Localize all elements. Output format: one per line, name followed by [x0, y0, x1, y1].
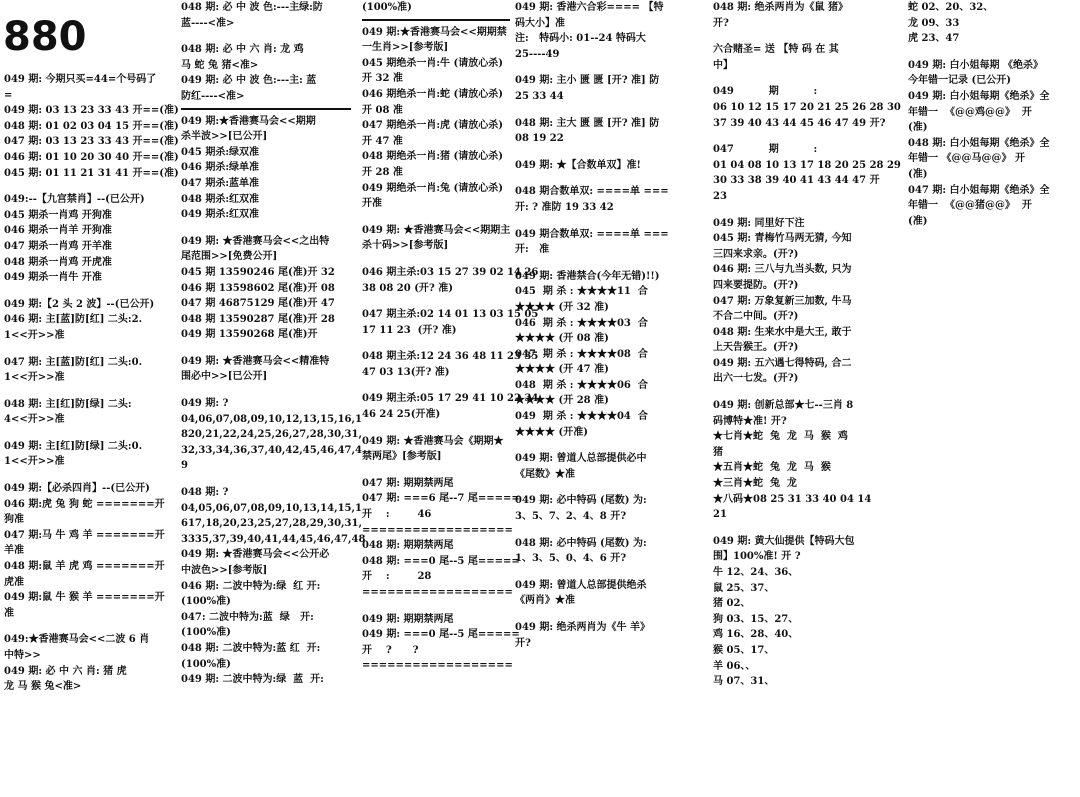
- text-line: 38 08 20 (开? 准): [362, 282, 453, 294]
- text-line: 048 期杀:红双准: [181, 193, 260, 205]
- spacer: [515, 258, 697, 269]
- text-line: 准: [4, 607, 14, 619]
- text-line: 049 期 杀 : ★★★★04 合: [515, 411, 648, 423]
- spacer: [908, 47, 1078, 58]
- column-1: [3, 0, 179, 797]
- text-line: 049 期: 必中特码 (尾数) 为:: [515, 495, 647, 507]
- text-line: =: [4, 89, 13, 101]
- text-line: 046 期杀一肖羊 开狗准: [4, 225, 112, 237]
- text-line: 046 期主杀:03 15 27 39 02 14 26: [362, 266, 539, 278]
- text-line: 04,05,06,07,08,09,10,13,14,15,1: [181, 502, 362, 514]
- text-line: 045 期杀一肖鸡 开狗准: [4, 209, 112, 221]
- spacer: [515, 173, 697, 184]
- text-line: 不合二中间。(开?): [713, 311, 799, 323]
- text-line: 25 33 44: [515, 90, 564, 102]
- text-line: ==================: [362, 587, 513, 598]
- column-2: [181, 0, 366, 797]
- spacer: [515, 482, 697, 493]
- text-line: 码大小】准: [515, 17, 565, 29]
- text-line: 049 期: ★香港赛马会<<之出特: [181, 235, 330, 247]
- text-line: 注: 特码小: 01--24 特码大: [515, 33, 646, 45]
- text-line: 047 期: 白小姐每期《绝杀》全: [908, 184, 1050, 196]
- text-line: 046 期:虎 兔 狗 蛇 =======开: [4, 498, 165, 510]
- text-line: 047 期: ===6 尾--7 尾=====: [362, 493, 520, 505]
- text-line: 046 期杀:绿单准: [181, 162, 260, 174]
- text-line: 三四来求亲。(开?): [713, 248, 799, 260]
- text-line: 鸡 16、28、40、: [713, 629, 799, 641]
- text-line: ★★★★ (开 47 准): [515, 364, 609, 376]
- text-line: 049 期主杀:05 17 29 41 10 22 34: [362, 393, 539, 405]
- text-line: 049:★香港赛马会<<二波 6 肖: [4, 634, 150, 646]
- text-line: 猪: [713, 446, 723, 458]
- text-line: 羊准: [4, 545, 24, 557]
- text-line: 一生肖>>[参考版]: [362, 42, 449, 54]
- spacer: [713, 523, 893, 534]
- text-line: 049 期: 黄大仙提供【特码大包: [713, 535, 855, 547]
- spacer: [362, 254, 510, 265]
- text-line: 羊 06、、: [713, 660, 756, 672]
- text-line: 049 期: 必 中 波 色:---主: 蓝: [181, 75, 317, 87]
- text-line: 牛 12、24、36、: [713, 567, 799, 578]
- text-line: 047 期: 万象复新三加数, 牛马: [713, 295, 852, 307]
- text-line: 08 19 22: [515, 133, 564, 145]
- text-line: 年错一 《@@马@@》 开: [908, 153, 1025, 165]
- text-line: 马 蛇 兔 猪<准>: [181, 59, 259, 71]
- text-line: 048 期杀一肖鸡 开虎准: [4, 256, 112, 268]
- text-line: 30 33 38 39 40 41 43 44 47 开: [713, 175, 880, 187]
- text-line: 六合赌圣= 送 【特 码 在 其: [713, 44, 839, 56]
- text-line: 杀十码>>[参考版]: [362, 240, 449, 252]
- text-line: 狗准: [4, 514, 24, 526]
- spacer: [515, 440, 697, 451]
- text-line: 047 期: 期期禁两尾: [362, 477, 454, 489]
- text-line: 045 期 杀 : ★★★★11 合: [515, 286, 648, 298]
- section-divider: [181, 108, 351, 110]
- text-line: 32,33,34,36,37,40,42,45,46,47,4: [181, 444, 362, 456]
- spacer: [362, 380, 510, 391]
- text-line: ==================: [362, 660, 513, 672]
- text-line: 《尾数》★准: [515, 468, 575, 480]
- spacer: [181, 223, 351, 234]
- text-line: 虎准: [4, 576, 24, 588]
- text-line: 047 期杀一肖鸡 开羊准: [4, 240, 112, 252]
- text-line: 开 47 准: [362, 135, 403, 147]
- spacer: [713, 205, 893, 216]
- text-line: 04,06,07,08,09,10,12,13,15,16,1: [181, 413, 362, 425]
- text-line: 049 期: 曾道人总部提供绝杀: [515, 579, 647, 591]
- text-line: 4<<开>>准: [4, 414, 65, 426]
- text-line: ★七肖★蛇 兔 龙 马 猴 鸡: [713, 431, 848, 443]
- text-line: 048 期: ===0 尾--5 尾=====: [362, 555, 520, 567]
- text-line: 048 期: 必 中 波 色:---主绿:防: [181, 2, 323, 13]
- text-line: 049 期:【2 头 2 波】--(已公开): [4, 298, 155, 310]
- text-line: 047 期: 主[蓝]防[红] 二头:0.: [4, 356, 143, 368]
- text-line: 狗 03、15、27、: [713, 613, 799, 625]
- text-line: 049 期: 今期只买=44=个号码了: [4, 74, 157, 85]
- text-line: 049 期: 03 13 23 33 43 开==(准): [4, 105, 179, 117]
- text-line: 猴 05、17、: [713, 644, 775, 656]
- text-line: 048 期: 必中特码 (尾数) 为:: [515, 537, 647, 549]
- spacer: [181, 474, 351, 485]
- text-line: 048 期: 期期禁两尾: [362, 540, 454, 552]
- text-line: 045 期 13590246 尾(准)开 32: [181, 266, 335, 278]
- text-line: 049 期:★香港赛马会<<期期禁: [362, 26, 507, 38]
- spacer: [4, 344, 172, 355]
- spacer: [4, 181, 172, 192]
- text-line: 045 期绝杀一肖:牛 (请放心杀): [362, 57, 503, 69]
- text-line: 虎 23、47: [908, 33, 960, 45]
- text-line: (准): [908, 168, 928, 180]
- text-line: 049 期: 主小 匮 匮 [开? 准] 防: [515, 75, 660, 87]
- column-6: [908, 0, 1078, 797]
- text-line: 中特>>: [4, 650, 41, 661]
- text-line: (100%准): [181, 658, 231, 670]
- text-line: 049 期: ★香港赛马会<<期期主: [362, 224, 511, 236]
- text-line: 1<<开>>准: [4, 456, 65, 468]
- text-line: 049 期: 香港禁合(今年无错)!!): [515, 270, 660, 282]
- text-line: 年错一 《@@猪@@》 开: [908, 200, 1032, 212]
- text-line: 开 08 准: [362, 104, 403, 116]
- text-line: 围必中>>[已公开]: [181, 371, 268, 383]
- text-line: 3335,37,39,40,41,44,45,46,47,48: [181, 533, 366, 545]
- text-line: 围】100%准! 开 ?: [713, 551, 801, 563]
- spacer: [181, 31, 351, 42]
- text-line: 049 期:【必杀四肖】--(已公开): [4, 483, 150, 495]
- text-line: 开: ? 准防 19 33 42: [515, 201, 614, 213]
- text-line: 开?: [515, 637, 531, 649]
- text-line: 049 期: ★香港赛马会<<精准特: [181, 355, 330, 367]
- text-line: 049 期:★香港赛马会<<期期: [181, 115, 316, 127]
- text-line: 中波色>>[参考版]: [181, 565, 268, 576]
- spacer: [515, 567, 697, 578]
- spacer: [362, 296, 510, 307]
- text-line: 049 期 13590268 尾(准)开: [181, 329, 318, 341]
- text-line: 046 期: 01 10 20 30 40 开==(准): [4, 151, 179, 163]
- text-line: 049 期: 香港六合彩==== 【特: [515, 2, 664, 13]
- spacer: [181, 343, 351, 354]
- text-line: (100%准): [181, 627, 231, 639]
- text-line: 9: [181, 460, 188, 472]
- text-line: 048 期: 主大 匮 匮 [开? 准] 防: [515, 117, 660, 129]
- text-line: 045 期: 01 11 21 31 41 开==(准): [4, 167, 179, 179]
- text-line: 开 : 28: [362, 571, 432, 583]
- spacer: [713, 31, 893, 42]
- text-line: 049 期:鼠 牛 猴 羊 =======开: [4, 592, 165, 604]
- text-line: 1<<开>>准: [4, 372, 65, 384]
- text-line: 048 期: 二波中特为:蓝 红 开:: [181, 642, 321, 654]
- text-line: 23: [713, 190, 727, 202]
- text-line: 048 期: 01 02 03 04 15 开==(准): [4, 120, 179, 132]
- text-line: 046 期 杀 : ★★★★03 合: [515, 317, 648, 329]
- text-line: 出六一七发。(开?): [713, 373, 799, 385]
- text-line: 码博特★准! 开?: [713, 415, 787, 427]
- text-line: 046 期: 主[蓝]防[红] 二头:2.: [4, 314, 143, 326]
- text-line: 06 10 12 15 17 20 21 25 26 28 30: [713, 101, 901, 113]
- text-line: 17 11 23 (开? 准): [362, 324, 457, 336]
- text-line: 048 期: 白小姐每期《绝杀》全: [908, 137, 1050, 149]
- text-line: 马 07、31、: [713, 676, 775, 688]
- text-line: 049 期: 白小姐每期《绝杀》全: [908, 90, 1050, 102]
- text-line: 开 : 46: [362, 509, 432, 521]
- text-line: 21: [713, 509, 727, 521]
- text-line: 鼠 25、37、: [713, 582, 775, 594]
- text-line: ★★★★ (开 08 准): [515, 333, 609, 345]
- spacer: [515, 216, 697, 227]
- text-line: 上天告猴王。(开?): [713, 342, 799, 354]
- text-line: 049 期杀:红双准: [181, 209, 260, 221]
- column-5: [713, 0, 901, 797]
- text-line: 25----49: [515, 48, 560, 60]
- spacer: [362, 465, 510, 476]
- spacer: [362, 423, 510, 434]
- text-line: 开 28 准: [362, 166, 403, 178]
- text-line: 049 期: ★香港赛马会<<公开必: [181, 549, 330, 561]
- text-line: 049 期: ★香港赛马会《期期★: [362, 435, 504, 447]
- text-line: 46 24 25(开准): [362, 409, 441, 421]
- spacer: [713, 73, 893, 84]
- text-line: 开准: [362, 198, 382, 210]
- spacer: [4, 621, 172, 632]
- spacer: [515, 62, 697, 73]
- text-line: 《两肖》★准: [515, 595, 575, 607]
- text-line: (准): [908, 122, 928, 134]
- text-line: 048 期: 必 中 六 肖: 龙 鸡: [181, 44, 304, 56]
- text-line: 049 期: 期期禁两尾: [362, 613, 454, 625]
- text-line: 047: 二波中特为:蓝 绿 开:: [181, 611, 314, 623]
- column-4: [515, 0, 697, 797]
- text-line: 四来要提防。(开?): [713, 279, 799, 291]
- text-line: 047 期 :: [713, 144, 818, 156]
- text-line: 049 期: 创新总部★七--三肖 8: [713, 400, 854, 412]
- text-line: 049 期: 同里好下注: [713, 217, 805, 229]
- text-line: 047 期主杀:02 14 01 13 03 15 05: [362, 309, 539, 321]
- text-line: 049 期: ★【合数单双】准!: [515, 159, 641, 171]
- text-line: 开 32 准: [362, 73, 403, 85]
- spacer: [515, 105, 697, 116]
- text-line: 禁两尾》[参考版]: [362, 451, 442, 463]
- spacer: [515, 525, 697, 536]
- spacer: [4, 386, 172, 397]
- text-line: 01 04 08 10 13 17 18 20 25 28 29: [713, 159, 901, 171]
- text-line: ★★★★ (开 32 准): [515, 301, 609, 313]
- spacer: [713, 131, 893, 142]
- text-line: 龙 马 猴 兔<准>: [4, 681, 82, 693]
- text-line: 048 期:鼠 羊 虎 鸡 =======开: [4, 561, 165, 573]
- text-line: (100%准): [362, 2, 412, 13]
- text-line: 045 期杀:绿双准: [181, 146, 260, 158]
- page-title: 880: [3, 14, 87, 60]
- text-line: 尾范围>>[免费公开]: [181, 251, 278, 263]
- text-line: ★★★★ (开准): [515, 426, 588, 438]
- text-line: ★★★★ (开 28 准): [515, 395, 609, 407]
- text-line: 049 期: ?: [181, 398, 229, 410]
- text-line: 3、5、7、2、4、8 开?: [515, 511, 627, 523]
- spacer: [515, 609, 697, 620]
- text-line: 049 期绝杀一肖:兔 (请放心杀): [362, 182, 503, 194]
- text-line: 开: 准: [515, 244, 550, 256]
- text-line: 046 期: 二波中特为:绿 红 开:: [181, 580, 321, 592]
- text-line: 049 期: 曾道人总部提供必中: [515, 453, 647, 465]
- text-line: 防红----<准>: [181, 90, 245, 102]
- text-line: 048 期绝杀一肖:猪 (请放心杀): [362, 151, 503, 163]
- text-line: 049:--【九宫禁肖】--(已公开): [4, 194, 145, 206]
- spacer: [362, 212, 510, 223]
- text-line: 049 期: 主[红]防[绿] 二头:0.: [4, 440, 143, 452]
- text-line: 048 期: 主[红]防[绿] 二头:: [4, 398, 132, 410]
- text-line: 617,18,20,23,25,27,28,29,30,31,: [181, 518, 362, 530]
- text-line: 048 期: ?: [181, 487, 229, 499]
- spacer: [515, 147, 697, 158]
- text-line: (准): [908, 215, 928, 227]
- spacer: [4, 428, 172, 439]
- text-line: 049 期: 白小姐每期 《绝杀》: [908, 59, 1044, 71]
- text-line: 1、3、5、0、4、6 开?: [515, 553, 627, 565]
- spacer: [362, 601, 510, 612]
- spacer: [181, 385, 351, 396]
- text-line: 开 ? ?: [362, 644, 419, 656]
- text-line: 046 期绝杀一肖:蛇 (请放心杀): [362, 88, 503, 100]
- text-line: 1<<开>>准: [4, 329, 65, 341]
- text-line: 47 03 13(开? 准): [362, 366, 450, 378]
- text-line: (100%准): [181, 596, 231, 608]
- section-divider: [362, 19, 510, 21]
- text-line: 中】: [713, 59, 733, 71]
- text-line: 048 期合数单双: ====单 ===: [515, 186, 669, 198]
- text-line: 今年错一记录 (已公开): [908, 75, 1011, 87]
- spacer: [713, 387, 893, 398]
- text-line: 046 期 13598602 尾(准)开 08: [181, 282, 335, 294]
- text-line: 047 期 杀 : ★★★★08 合: [515, 348, 648, 360]
- text-line: 蛇 02、20、32、: [908, 2, 994, 13]
- text-line: ==================: [362, 524, 513, 536]
- text-line: 049 期: 五六遇七得特码, 合二: [713, 357, 852, 369]
- text-line: 048 期 杀 : ★★★★06 合: [515, 379, 648, 391]
- text-line: 049 期: 二波中特为:绿 蓝 开:: [181, 674, 324, 686]
- text-line: 049 期: 必 中 六 肖: 猪 虎: [4, 665, 127, 677]
- spacer: [4, 470, 172, 481]
- text-line: 048 期 13590287 尾(准)开 28: [181, 313, 335, 325]
- text-line: 820,21,22,24,25,26,27,28,30,31,: [181, 429, 362, 441]
- text-line: 龙 09、33: [908, 17, 960, 29]
- text-line: 047 期:马 牛 鸡 羊 =======开: [4, 529, 165, 541]
- text-line: 049 期 :: [713, 86, 818, 98]
- text-line: ★八码★08 25 31 33 40 04 14: [713, 493, 872, 505]
- text-line: 047 期: 03 13 23 33 43 开==(准): [4, 136, 179, 148]
- text-line: 047 期 46875129 尾(准)开 47: [181, 298, 335, 310]
- text-line: 049 期: 绝杀两肖为《牛 羊》: [515, 622, 651, 633]
- text-line: 猪 02、: [713, 598, 751, 610]
- text-line: 045 期: 青梅竹马两无猜, 今知: [713, 233, 852, 245]
- text-line: 047 期杀:蓝单准: [181, 177, 260, 189]
- text-line: 37 39 40 43 44 45 46 47 49 开?: [713, 117, 886, 129]
- text-line: 年错一 《@@鸡@@》 开: [908, 106, 1032, 118]
- text-line: ★五肖★蛇 兔 龙 马 猴: [713, 462, 831, 474]
- text-line: 049 期合数单双: ====单 ===: [515, 228, 669, 240]
- text-line: ★三肖★蛇 兔 龙: [713, 478, 797, 490]
- spacer: [4, 286, 172, 297]
- spacer: [362, 338, 510, 349]
- text-line: 048 期: 绝杀两肖为《鼠 猪》: [713, 2, 849, 13]
- text-line: 049 期: ===0 尾--5 尾=====: [362, 629, 520, 641]
- text-line: 杀半波>>[已公开]: [181, 131, 268, 143]
- text-line: 046 期: 三八与九当头数, 只为: [713, 264, 852, 276]
- text-line: 048 期: 生来水中是大王, 敢于: [713, 326, 852, 338]
- text-line: 蓝----<准>: [181, 17, 235, 29]
- text-line: 049 期杀一肖牛 开准: [4, 272, 102, 284]
- text-line: 开?: [713, 17, 729, 29]
- text-line: 048 期主杀:12 24 36 48 11 23 35: [362, 351, 539, 363]
- text-line: 047 期绝杀一肖:虎 (请放心杀): [362, 120, 503, 132]
